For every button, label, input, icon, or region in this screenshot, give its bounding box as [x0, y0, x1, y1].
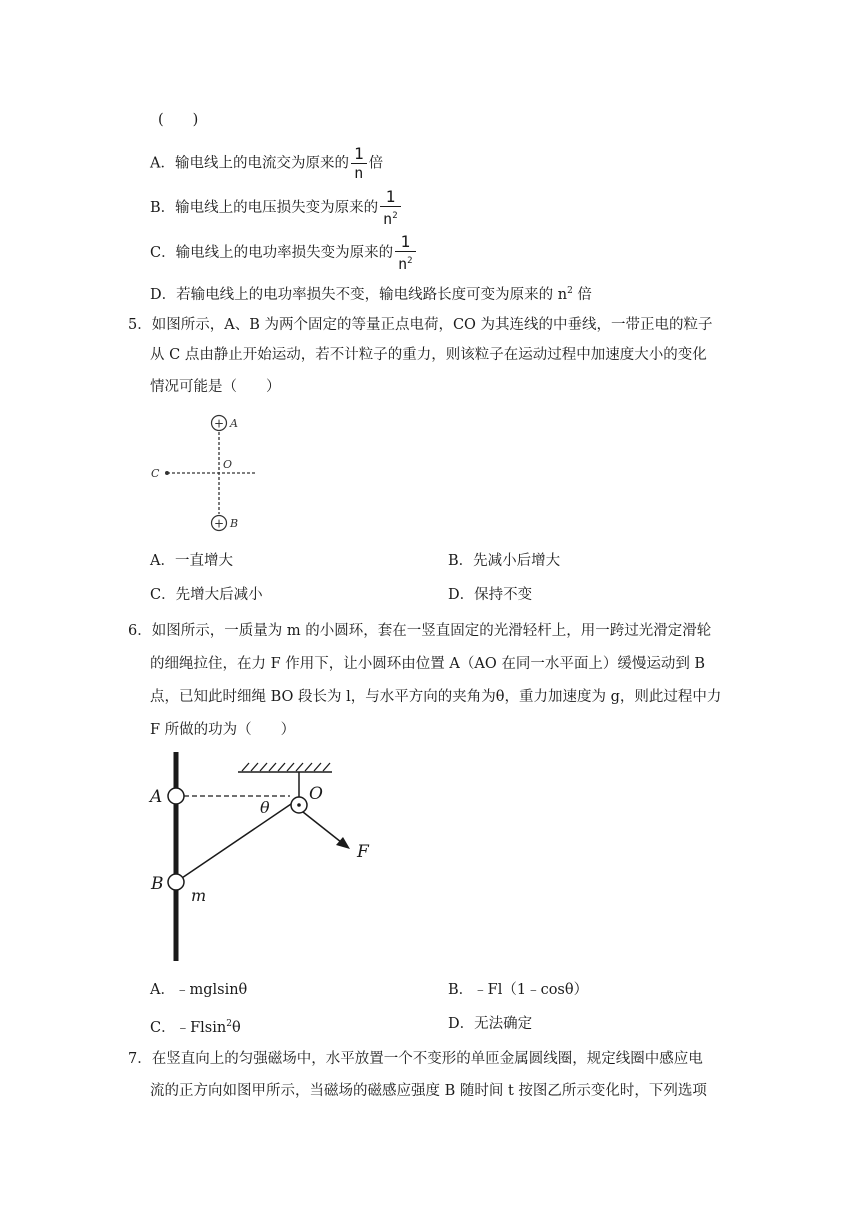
q4-option-d: [150, 281, 592, 305]
label-m: m: [191, 886, 207, 905]
fraction-denominator: [380, 206, 400, 228]
q4-option-d-text: D．若输电线上的电功率损失不变，输电线路长度可变为原来的 n: [150, 287, 568, 303]
pulley-axle: [297, 803, 301, 807]
label-a: A: [230, 417, 238, 430]
q6-stem-line-4: F 所做的功为（ ）: [150, 722, 296, 738]
plus-sign-icon: +: [213, 516, 225, 531]
q4-option-d-tail: 倍: [572, 287, 592, 303]
q6-pulley-diagram: [140, 750, 400, 965]
q6-stem-line-2: 的细绳拉住，在力 F 作用下，让小圆环由位置 A（AO 在同一水平面上）缓慢运动到 B: [150, 656, 706, 672]
point-c-dot: [165, 471, 169, 475]
q4-option-c-text: C．输电线上的电功率损失变为原来的: [150, 245, 394, 261]
q5-stem-line-2: 从 C 点由静止开始运动，若不计粒子的重力，则该粒子在运动过程中加速度大小的变化: [150, 347, 707, 363]
label-f: F: [357, 842, 369, 862]
fraction-denominator: [395, 251, 415, 273]
q5-stem-line-3: 情况可能是（ ）: [150, 379, 281, 395]
q4-option-a-tail: 倍: [368, 155, 384, 172]
q5-option-a: A．一直增大: [150, 553, 233, 569]
denominator-base: n: [383, 210, 393, 228]
q4-option-b-fraction: [380, 188, 400, 228]
q5-option-d: D．保持不变: [448, 587, 533, 603]
denominator-base: n: [398, 255, 408, 273]
plus-sign-icon: +: [213, 416, 225, 431]
ring-at-a: [168, 788, 184, 804]
ceiling-hatch: [242, 763, 330, 771]
q4-option-c-fraction: [395, 233, 415, 273]
q6-option-c-exponent: 2: [226, 1019, 232, 1029]
fraction-numerator: 1: [353, 144, 364, 163]
q4-option-a-text: A．输电线上的电流交为原来的: [150, 155, 349, 172]
q6-option-b: B．﹣Fl（1﹣cosθ）: [448, 982, 589, 998]
q5-option-b: B．先减小后增大: [448, 553, 561, 569]
rope-f: [303, 812, 346, 846]
label-c: C: [151, 467, 160, 480]
q6-option-c: [150, 1014, 241, 1038]
label-o: O: [309, 784, 323, 804]
fraction-denominator: n: [351, 163, 367, 182]
q6-stem-line-3: 点，已知此时细绳 BO 段长为 l，与水平方向的夹角为θ，重力加速度为 g，则此过程中力: [150, 689, 722, 705]
q5-charge-diagram: [145, 410, 265, 535]
ring-at-b: [168, 874, 184, 890]
q4-option-a-fraction: [351, 145, 367, 182]
q5-option-c: C．先增大后减小: [150, 587, 263, 603]
label-o: O: [223, 458, 233, 471]
q6-option-a: A．﹣mglsinθ: [150, 982, 248, 998]
q6-option-d: D．无法确定: [448, 1016, 533, 1032]
q4-option-b: [150, 188, 403, 228]
fraction-numerator: 1: [400, 232, 411, 251]
q4-option-d-exponent: 2: [567, 286, 573, 296]
label-theta: θ: [260, 798, 270, 817]
fraction-numerator: 1: [385, 187, 396, 206]
rope-bo: [176, 802, 294, 882]
q5-stem-line-1: 5．如图所示，A、B 为两个固定的等量正点电荷，CO 为其连线的中垂线，一带正电的粒子: [128, 317, 713, 333]
denominator-exponent: 2: [407, 256, 413, 266]
label-a: A: [150, 787, 163, 807]
q4-answer-paren: ( ): [158, 112, 199, 128]
q6-option-c-tail: θ: [231, 1020, 241, 1036]
label-b: B: [151, 874, 164, 894]
q6-option-c-text: C．﹣Flsin: [150, 1020, 227, 1036]
q4-option-c: [150, 233, 418, 273]
q4-option-b-text: B．输电线上的电压损失变为原来的: [150, 200, 379, 216]
q7-stem-line-2: 流的正方向如图甲所示，当磁场的磁感应强度 B 随时间 t 按图乙所示变化时，下列选项: [150, 1083, 707, 1099]
denominator-exponent: 2: [392, 211, 398, 221]
q7-stem-line-1: 7．在竖直向上的匀强磁场中，水平放置一个不变形的单匝金属圆线圈，规定线圈中感应电: [128, 1051, 703, 1067]
q6-stem-line-1: 6．如图所示，一质量为 m 的小圆环，套在一竖直固定的光滑轻杆上，用一跨过光滑定滑轮: [128, 623, 712, 639]
q4-option-a: [150, 145, 383, 182]
label-b: B: [230, 517, 239, 530]
